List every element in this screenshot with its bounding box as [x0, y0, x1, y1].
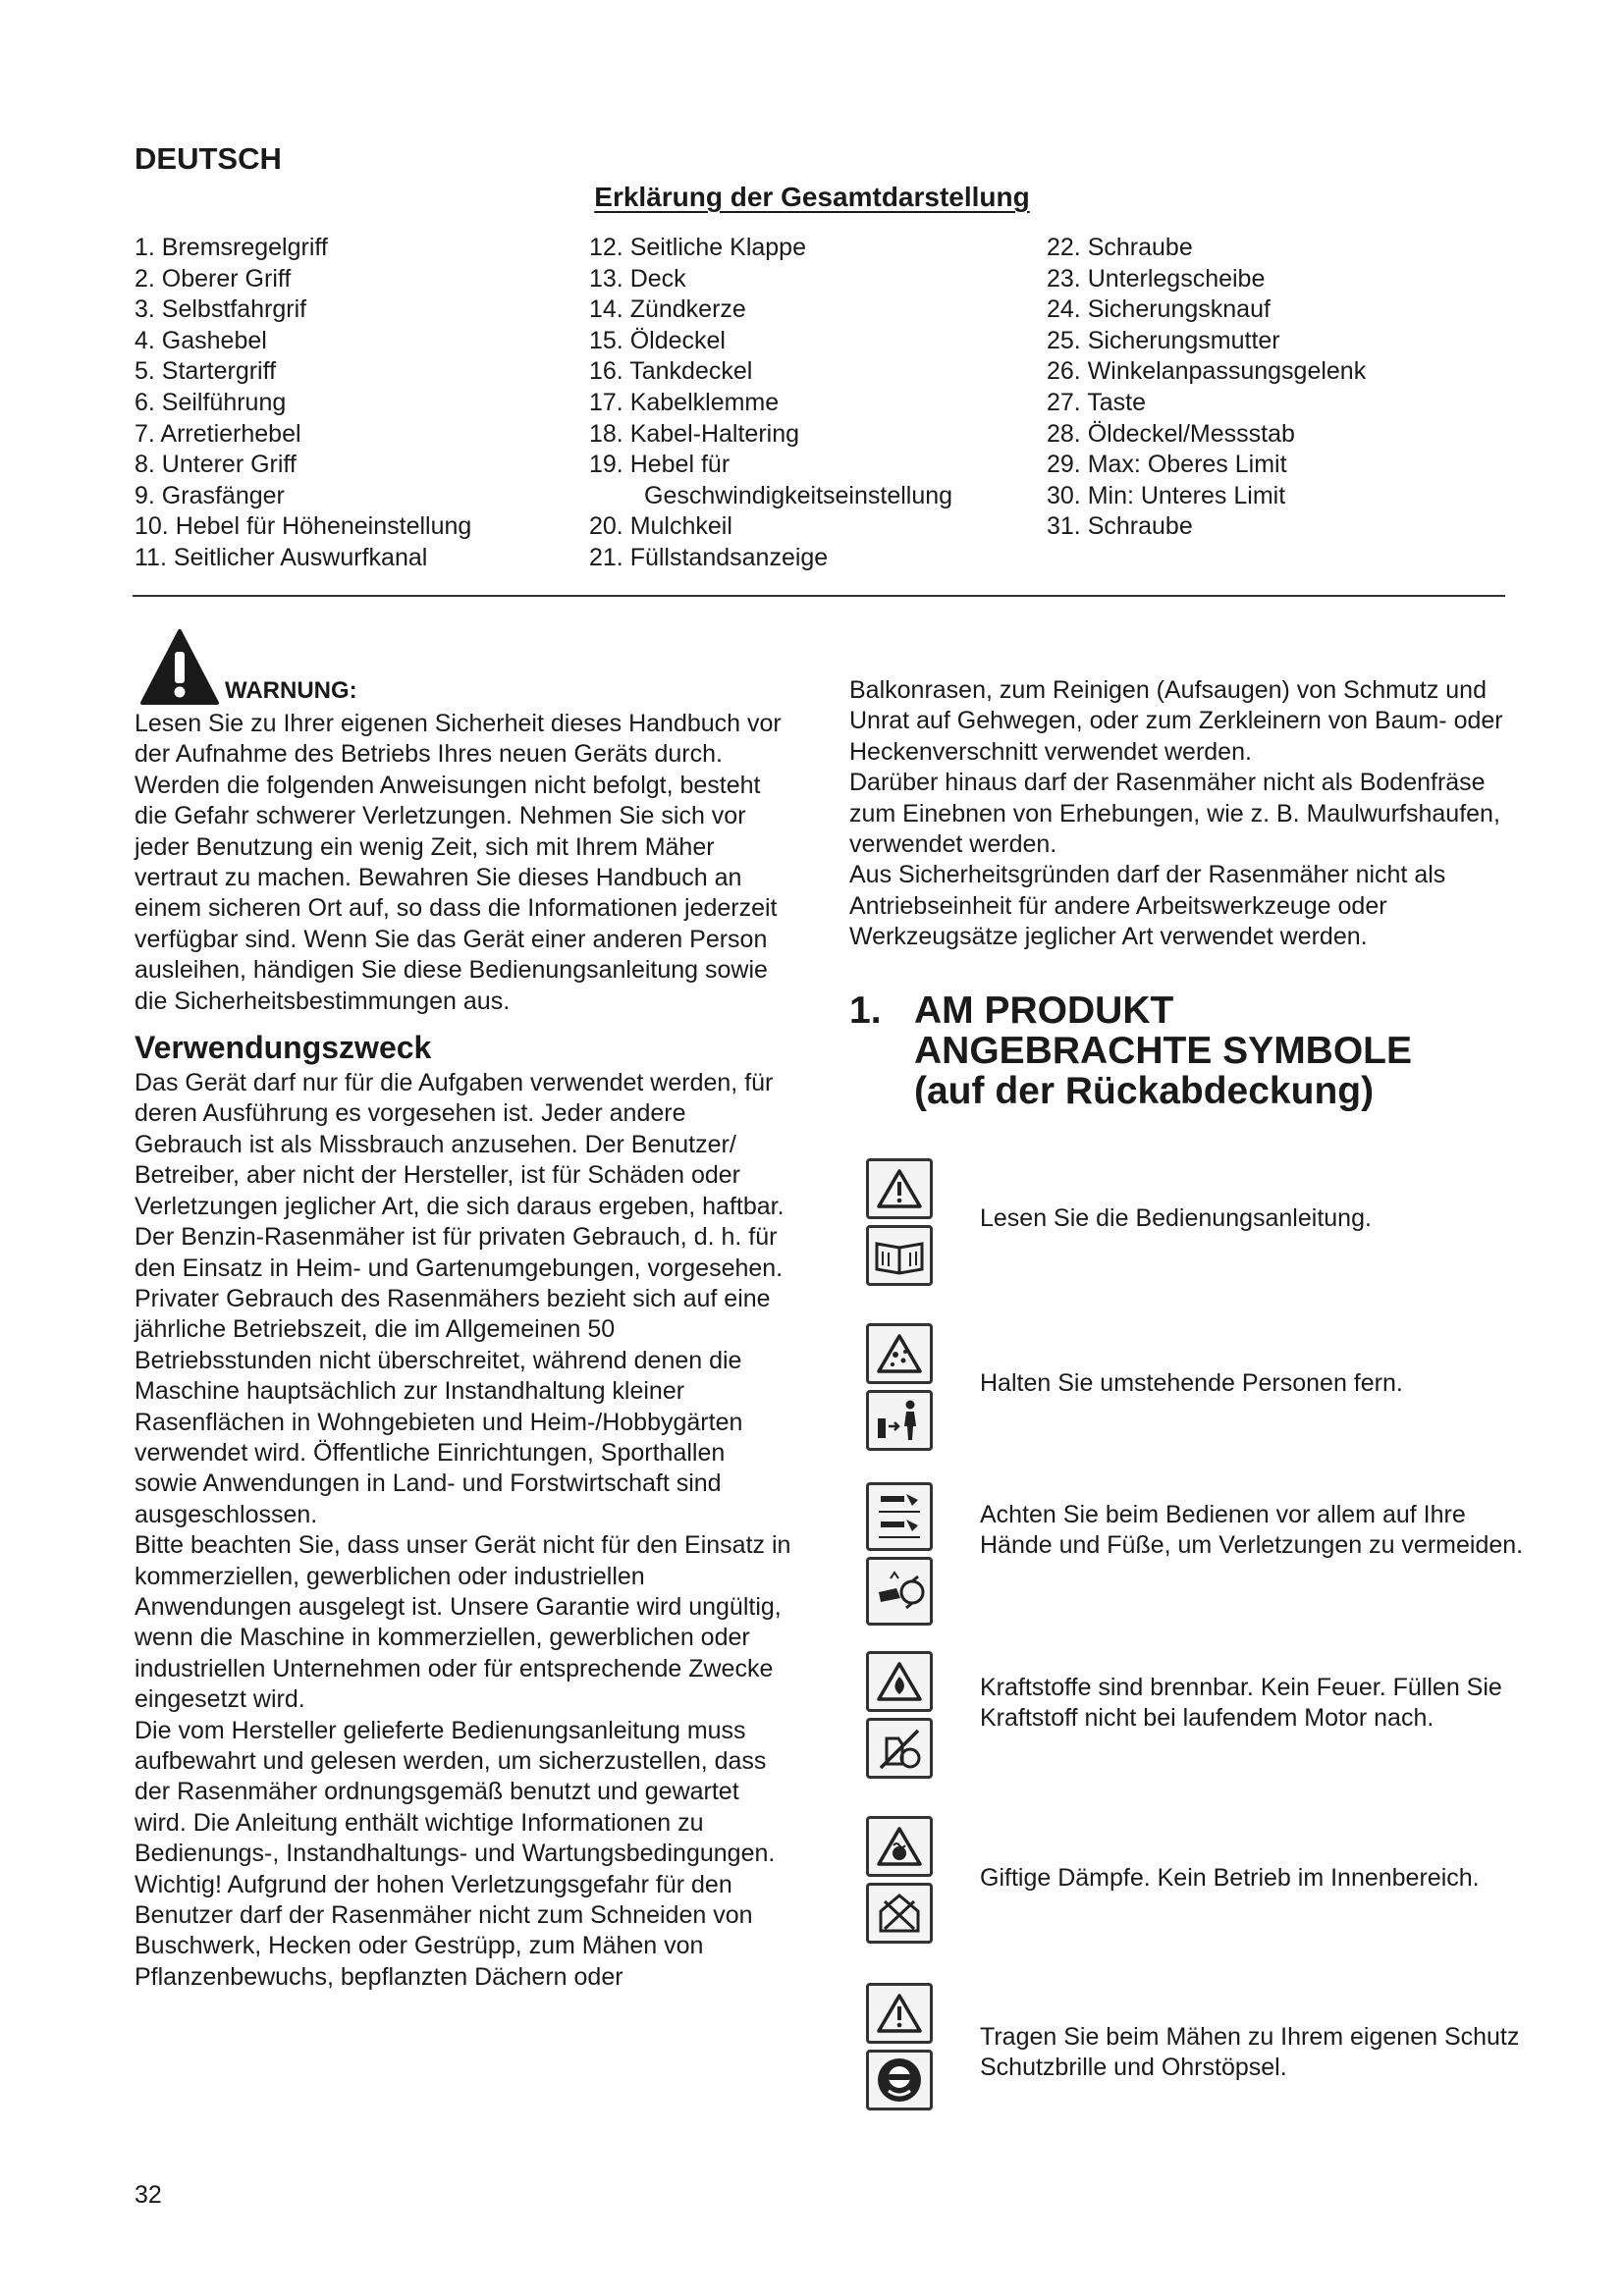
section-title-line-3: (auf der Rückabdeckung): [914, 1069, 1375, 1112]
usage-text: Das Gerät darf nur für die Aufgaben verwendet werden, für deren Ausführung es vorgesehen ist. Jeder andere Gebrauch ist als Missbrauch anzusehen. Der Benutzer/ Betreiber, aber nicht der Hersteller, ist für Schäden oder Verletzungen jeglicher Art, die sich daraus ergeben, haftbar. Der Benzin-Rasenmäher ist für privaten Gebrauch, d. h. für den Einsatz in Heim- und Gartenumgebungen, vorgesehen. Privater Gebrauch des Rasenmähers bezieht sich auf eine jährliche Betriebszeit, die im Allgemeinen 50 Betriebsstunden nicht überschreitet, während denen die Maschine hauptsächlich zur Instandhaltung kleiner Rasenflächen in Wohngebieten und Heim-/Hobbygärten verwendet wird. Öffentliche Einrichtungen, Sporthallen sowie Anwendungen in Land- und Forstwirtschaft sind ausgeschlossen. Bitte beachten Sie, dass unser Gerät nicht für den Einsatz in kommerziellen, gewerblichen oder industriellen Anwendungen ausgelegt ist. Unsere Garantie wird ungültig, wenn die Maschine in kommerziellen, gewerblichen oder industriellen Unternehmen oder für entsprechende Zwecke eingesetzt wird. Die vom Hersteller gelieferte Bedienungsanleitung muss aufbewahrt und gelesen werden, um sicherzustellen, dass der Rasenmäher ordnungsgemäß benutzt und gewartet wird. Die Anleitung enthält wichtige Informationen zu Bedienungs-, Instandhaltungs- und Wartungsbedingungen. Wichtig! Aufgrund der hohen Verletzungsgefahr für den Benutzer darf der Rasenmäher nicht zum Schneiden von Buschwerk, Hecken oder Gestrüpp, zum Mähen von Pflanzenbewuchs, bepflanzten Dächern oder: [135, 1069, 791, 1991]
no-indoor-operation-icon: [866, 1883, 933, 1944]
symbol-description: Lesen Sie die Bedienungsanleitung.: [980, 1204, 1372, 1232]
toxic-fumes-icon: [866, 1816, 933, 1944]
part-item: 30. Min: Unteres Limit: [1047, 481, 1286, 509]
part-item: 18. Kabel-Haltering: [589, 419, 800, 448]
part-item: 9. Grasfänger: [135, 481, 285, 509]
fire-warning-icon: [866, 1651, 933, 1712]
warning-icon: [866, 1158, 933, 1219]
symbol-description: Achten Sie beim Bedienen vor allem auf Ihre Hände und Füße, um Verletzungen zu vermeiden.: [980, 1501, 1524, 1559]
part-item: 15. Öldeckel: [589, 326, 726, 354]
symbol-row: [866, 1323, 1403, 1451]
part-item: 25. Sicherungsmutter: [1047, 326, 1280, 354]
goggles-earplugs-icon: [866, 2050, 933, 2110]
page-number: 32: [135, 2181, 162, 2209]
part-item: 2. Oberer Griff: [135, 264, 292, 293]
section-number: 1.: [849, 988, 882, 1032]
part-item: 1. Bremsregelgriff: [135, 234, 328, 261]
part-item: 24. Sicherungsknauf: [1047, 295, 1271, 324]
parts-list-column-2: [589, 233, 952, 574]
section-divider: [133, 595, 1505, 597]
part-item: 29. Max: Oberes Limit: [1047, 451, 1287, 479]
parts-list-column-1: [135, 233, 471, 574]
symbol-row: [866, 1158, 1372, 1286]
part-item: 26. Winkelanpassungsgelenk: [1047, 357, 1367, 386]
part-item: 21. Füllstandsanzeige: [589, 543, 829, 571]
symbol-description: Giftige Dämpfe. Kein Betrieb im Innenbereich.: [980, 1864, 1480, 1892]
wear-protection-icon: [866, 1983, 933, 2110]
part-item: 20. Mulchkeil: [589, 512, 732, 541]
part-item: 3. Selbstfahrgrif: [135, 295, 307, 324]
part-item: 10. Hebel für Höheneinstellung: [135, 512, 472, 541]
foot-blade-icon: [866, 1557, 933, 1626]
part-item: 13. Deck: [589, 264, 686, 293]
language-label: DEUTSCH: [135, 141, 282, 176]
symbol-description: Tragen Sie beim Mähen zu Ihrem eigenen Schutz Schutzbrille und Ohrstöpsel.: [980, 2023, 1520, 2081]
part-item: 6. Seilführung: [135, 388, 287, 416]
part-item: 19. Hebel für: [589, 451, 731, 479]
fumes-warning-icon: [866, 1816, 933, 1877]
part-item: 28. Öldeckel/Messstab: [1047, 419, 1295, 448]
parts-title: Erklärung der Gesamtdarstellung: [594, 182, 1030, 212]
symbol-row: [866, 1816, 1480, 1944]
warning-header: [135, 628, 792, 709]
part-item: 22. Schraube: [1047, 234, 1193, 261]
part-item: 5. Startergriff: [135, 357, 277, 386]
part-item: 27. Taste: [1047, 388, 1147, 416]
warning-label: WARNUNG:: [225, 677, 357, 704]
warning-text: Lesen Sie zu Ihrer eigenen Sicherheit dieses Handbuch vor der Aufnahme des Betriebs Ihres neuen Geräts durch. Werden die folgenden Anweisungen nicht befolgt, besteht die Gefahr schwerer Verletzungen. Nehmen Sie sich vor jeder Benutzung ein wenig Zeit, sich mit Ihrem Mäher vertraut zu machen. Bewahren Sie dieses Handbuch an einem sicheren Ort auf, so dass die Informationen jederzeit verfügbar sind. Wenn Sie das Gerät einer anderen Person ausleihen, händigen Sie diese Bedienungsanleitung sowie die Sicherheitsbestimmungen aus.: [135, 710, 782, 1015]
part-item: 8. Unterer Griff: [135, 451, 297, 479]
left-column: [135, 628, 792, 1993]
section-title-line-1: AM PRODUKT: [914, 988, 1174, 1032]
right-column: [849, 675, 1517, 1111]
book-icon: [866, 1225, 933, 1286]
symbol-description: Kraftstoffe sind brennbar. Kein Feuer. Füllen Sie Kraftstoff nicht bei laufendem Motor nach.: [980, 1674, 1502, 1732]
symbol-description: Halten Sie umstehende Personen fern.: [980, 1369, 1403, 1397]
warning-icon: [866, 1983, 933, 2044]
part-item: 12. Seitliche Klappe: [589, 234, 806, 261]
section-1-heading: [849, 990, 1517, 1111]
part-item: 7. Arretierhebel: [135, 419, 301, 448]
warning-triangle-icon: [139, 628, 220, 712]
part-item: 14. Zündkerze: [589, 295, 746, 324]
part-item: 16. Tankdeckel: [589, 357, 753, 386]
flammable-fuel-icon: [866, 1651, 933, 1779]
part-item: 31. Schraube: [1047, 512, 1193, 541]
symbol-row: [866, 1482, 1524, 1626]
part-item-continuation: Geschwindigkeitseinstellung: [644, 481, 953, 509]
part-item: 23. Unterlegscheibe: [1047, 264, 1266, 293]
keep-bystanders-away-icon: [866, 1323, 933, 1451]
symbol-row: [866, 1983, 1520, 2110]
part-item: 17. Kabelklemme: [589, 388, 780, 416]
usage-heading: Verwendungszweck: [135, 1030, 432, 1066]
hand-blade-icon: [866, 1482, 933, 1551]
read-manual-icon: [866, 1158, 933, 1286]
warning-debris-icon: [866, 1323, 933, 1384]
part-item: 4. Gashebel: [135, 326, 267, 354]
section-title-line-2: ANGEBRACHTE SYMBOLE: [914, 1029, 1413, 1072]
parts-list-column-3: [1047, 233, 1366, 543]
continued-text: Balkonrasen, zum Reinigen (Aufsaugen) von Schmutz und Unrat auf Gehwegen, oder zum Zerkleinern von Baum- oder Heckenverschnitt verwendet werden. Darüber hinaus darf der Rasenmäher nicht als Bodenfräse zum Einebnen von Erhebungen, wie z. B. Maulwurfshaufen, verwendet werden. Aus Sicherheitsgründen darf der Rasenmäher nicht als Antriebseinheit für andere Arbeitswerkzeuge oder Werkzeugsätze jeglicher Art verwendet werden.: [849, 676, 1503, 951]
no-refuel-running-icon: [866, 1718, 933, 1779]
person-distance-icon: [866, 1390, 933, 1451]
symbol-row: [866, 1651, 1502, 1779]
hands-feet-injury-icon: [866, 1482, 933, 1626]
part-item: 11. Seitlicher Auswurfkanal: [135, 543, 428, 571]
